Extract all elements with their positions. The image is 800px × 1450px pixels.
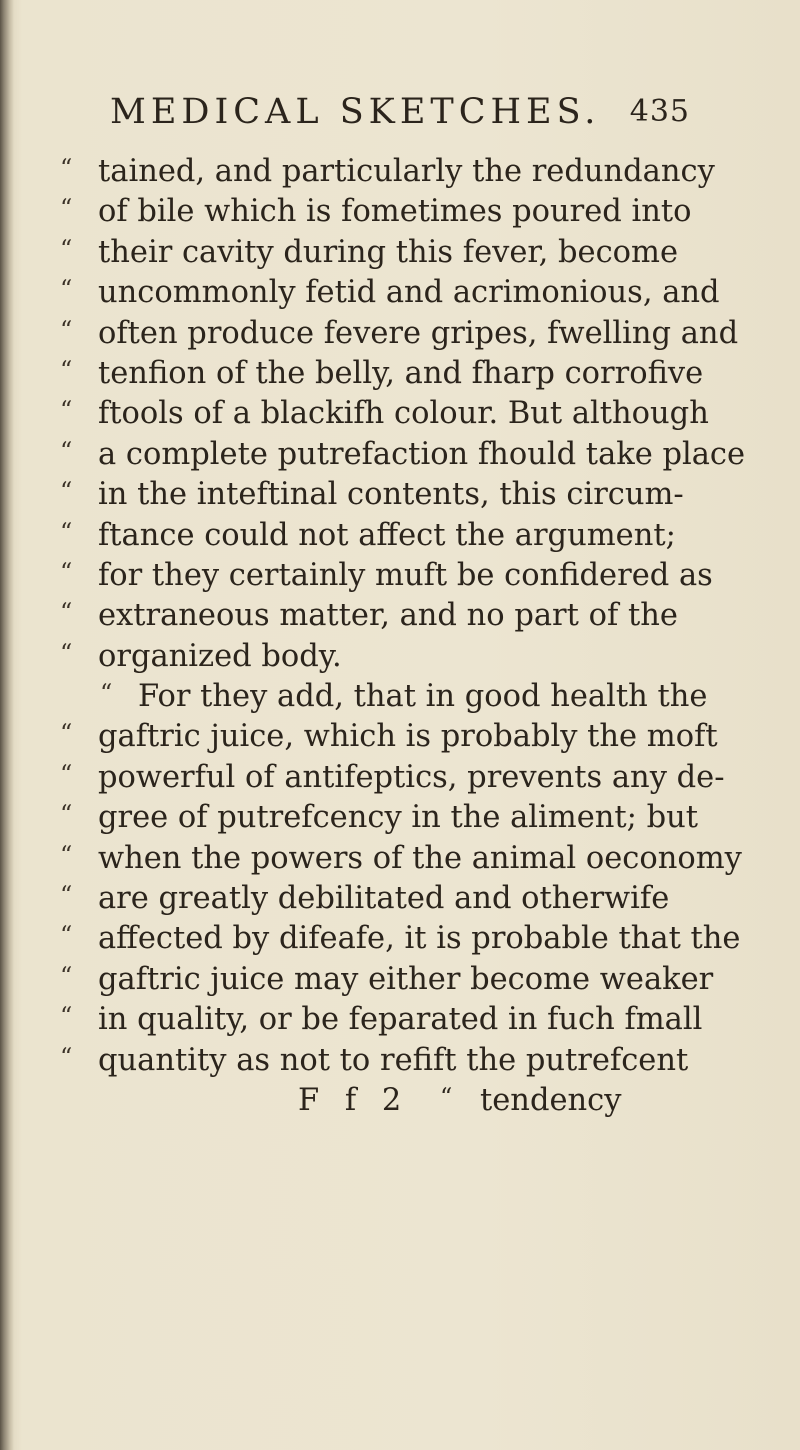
- line-text: gree of putrefcency in the aliment; but: [98, 800, 699, 836]
- text-line: [60, 192, 720, 232]
- text-line: [60, 314, 739, 354]
- line-text: For they add, that in good health the: [138, 679, 708, 715]
- line-text: a complete putrefaction fhould take place: [98, 436, 746, 472]
- quote-mark: “: [60, 517, 73, 546]
- line-text: often produce fevere gripes, fwelling and: [98, 315, 739, 351]
- line-text: are greatly debilitated and otherwife: [98, 881, 670, 917]
- text-line: [60, 596, 720, 636]
- catchword: tendency: [480, 1082, 622, 1118]
- text-line: [60, 717, 720, 757]
- line-text: tained, and particularly the redundancy: [98, 154, 715, 189]
- text-line: [60, 919, 741, 959]
- text-line: [60, 233, 720, 273]
- line-text: extraneous matter, and no part of the: [98, 598, 678, 634]
- text-line: [60, 1041, 720, 1081]
- quote-mark: “: [60, 1002, 73, 1031]
- signature-mark: F f 2: [298, 1082, 410, 1118]
- quote-mark: “: [60, 315, 73, 344]
- quote-mark: “: [60, 436, 73, 465]
- line-text: quantity as not to refift the putrefcent: [98, 1042, 689, 1078]
- quote-mark: “: [60, 638, 73, 667]
- text-line: [60, 152, 720, 192]
- text-line: [60, 394, 720, 434]
- page-number: 435: [629, 94, 690, 129]
- footer-line: [60, 1081, 720, 1121]
- quote-mark: “: [60, 194, 73, 223]
- binding-edge: [0, 0, 14, 1450]
- quote-mark: “: [60, 396, 73, 425]
- quote-mark: “: [100, 679, 113, 708]
- line-text: in quality, or be feparated in fuch fmall: [98, 1002, 703, 1038]
- text-line: [60, 1000, 720, 1040]
- line-text: ftools of a blackifh colour. But although: [98, 396, 709, 432]
- line-text: organized body.: [98, 638, 342, 674]
- text-line: [60, 516, 720, 556]
- line-text: of bile which is fometimes poured into: [98, 194, 692, 230]
- quote-mark: “: [60, 234, 73, 263]
- text-line: [60, 960, 720, 1000]
- line-text: tenfion of the belly, and fharp corrofive: [98, 355, 704, 391]
- quote-mark: “: [60, 477, 73, 506]
- text-line: [60, 798, 720, 838]
- quote-mark: “: [60, 355, 73, 384]
- quote-mark: “: [60, 840, 73, 869]
- line-text: when the powers of the animal oeconomy: [98, 840, 742, 876]
- line-text: in the inteftinal contents, this circum-: [98, 477, 684, 513]
- body-text: [60, 152, 746, 1121]
- text-line: [60, 758, 725, 798]
- line-text: uncommonly fetid and acrimonious, and: [98, 275, 720, 311]
- text-line: [60, 475, 720, 515]
- text-line: [60, 677, 720, 717]
- quote-mark: “: [60, 557, 73, 586]
- text-line: [60, 354, 720, 394]
- text-line: [60, 556, 720, 596]
- running-title: MEDICAL SKETCHES.: [110, 92, 601, 132]
- text-line: [60, 637, 720, 677]
- line-text: ftance could not affect the argument;: [98, 517, 676, 553]
- quote-mark: “: [60, 881, 73, 910]
- line-text: affected by difeafe, it is probable that the: [98, 921, 741, 957]
- line-text: gaftric juice may either become weaker: [98, 961, 714, 997]
- quote-mark: “: [60, 719, 73, 748]
- quote-mark: “: [60, 759, 73, 788]
- text-line: [60, 273, 720, 313]
- quote-mark: “: [60, 154, 73, 182]
- quote-mark: “: [60, 961, 73, 990]
- line-text: powerful of antifeptics, prevents any de-: [98, 759, 725, 795]
- quote-mark: “: [60, 921, 73, 950]
- text-line: [60, 839, 742, 879]
- catchword-quote-mark: “: [440, 1082, 453, 1111]
- quote-mark: “: [60, 275, 73, 304]
- line-text: for they certainly muft be confidered as: [98, 557, 713, 593]
- quote-mark: “: [60, 1042, 73, 1071]
- quote-mark: “: [60, 598, 73, 627]
- text-line: [60, 435, 746, 475]
- text-line: [60, 879, 720, 919]
- quote-mark: “: [60, 800, 73, 829]
- line-text: their cavity during this fever, become: [98, 234, 679, 270]
- running-head: [110, 92, 690, 142]
- line-text: gaftric juice, which is probably the moft: [98, 719, 718, 755]
